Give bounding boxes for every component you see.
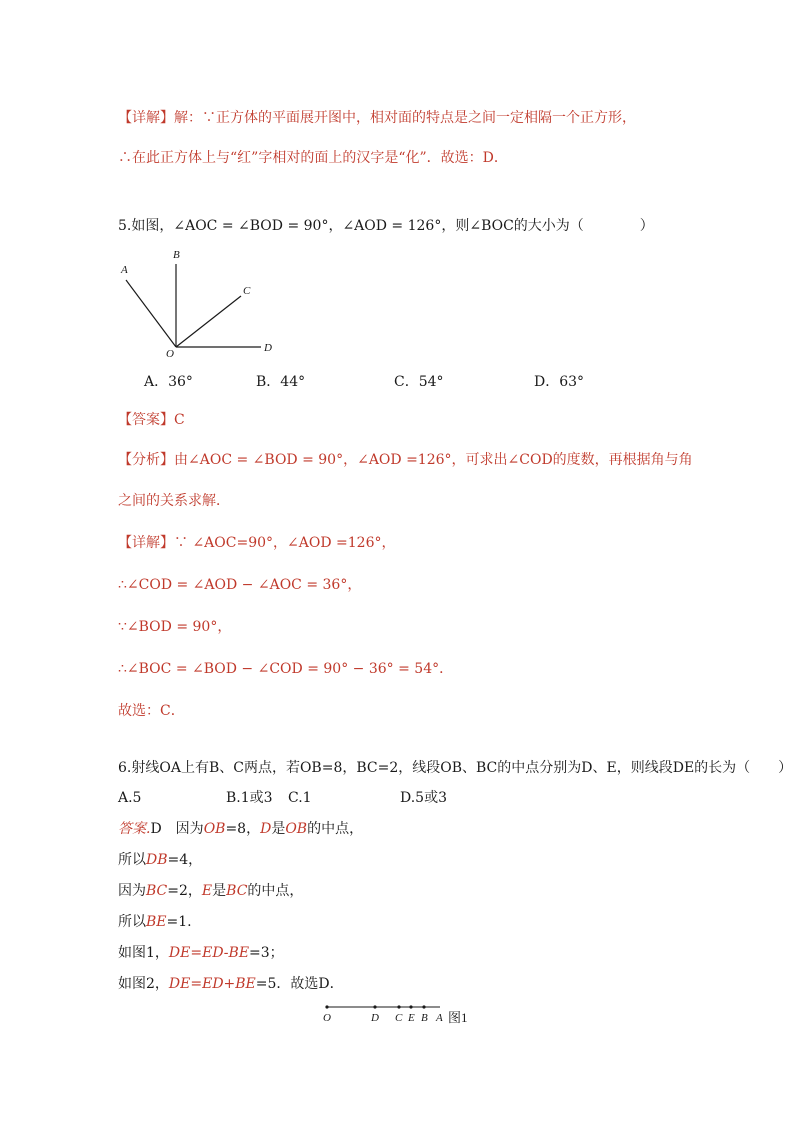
point-E	[409, 1005, 412, 1008]
var-E: E	[201, 883, 213, 899]
text: 是	[271, 821, 286, 837]
label-D: D	[371, 1012, 379, 1024]
detail-text-2: ∵ ∠AOC=90°，∠AOD =126°，	[174, 535, 396, 551]
label-O: O	[166, 348, 174, 360]
var-BE: BE	[146, 914, 167, 930]
text: 因为	[118, 883, 146, 899]
q6-options	[118, 788, 447, 808]
q6-answer-tag: 答案.	[118, 821, 151, 837]
text: 的中点，	[307, 821, 364, 837]
expr: DE=ED-BE	[168, 945, 250, 961]
text: 的中点，	[247, 883, 304, 899]
detail-line-1	[118, 108, 636, 128]
label-A: A	[121, 264, 128, 276]
q5-step-2: ∵∠BOD = 90°，	[118, 619, 232, 635]
q5-conclusion: 故选：C．	[118, 703, 185, 719]
answer-value: C	[174, 412, 185, 428]
point-D	[373, 1005, 376, 1008]
expr: DE=ED+BE	[168, 976, 256, 992]
detail-tag-2: 【详解】	[118, 535, 174, 551]
var-OB: OB	[203, 821, 226, 837]
q6-answer-line-4	[118, 912, 192, 932]
label-D: D	[264, 342, 272, 354]
text: =2，	[167, 883, 202, 899]
answer-tag: 【答案】	[118, 412, 174, 428]
q6-answer-line-3	[118, 881, 303, 901]
detail-tag: 【详解】	[118, 110, 174, 126]
q5-answer	[118, 410, 185, 430]
text: =8，	[225, 821, 261, 837]
label-C: C	[395, 1012, 403, 1024]
var-OB: OB	[285, 821, 308, 837]
q6-answer-line-2	[118, 850, 202, 870]
label-A: A	[436, 1012, 443, 1024]
point-B	[422, 1005, 425, 1008]
q6-option-b: B.1或3	[226, 790, 273, 806]
q5-option-d: D．63°	[534, 374, 585, 390]
text: =5．故选D．	[255, 976, 344, 992]
text: =1.	[166, 914, 192, 930]
q5-option-c: C．54°	[394, 374, 444, 390]
text: =4，	[167, 852, 203, 868]
q6-answer-line-1	[118, 819, 363, 839]
q6-answer-text: D 因为	[150, 821, 204, 837]
q5-option-b: B．44°	[256, 374, 306, 390]
q5-analysis-1	[118, 450, 693, 470]
q5-angle-figure	[118, 246, 288, 361]
ray-OC	[176, 296, 241, 347]
q6-answer-line-5	[118, 943, 284, 963]
text: 如图1，	[118, 945, 169, 961]
detail-text: 解：∵正方体的平面展开图中，相对面的特点是之间一定相隔一个正方形，	[174, 110, 636, 126]
text: 是	[212, 883, 227, 899]
q5-stem: 5.如图，∠AOC = ∠BOD = 90°，∠AOD = 126°，则∠BOC的大小为（ ）	[118, 218, 654, 234]
q6-option-c: C.1	[288, 790, 312, 806]
text: =3；	[249, 945, 284, 961]
q6-answer-line-6	[118, 974, 344, 994]
label-E: E	[408, 1012, 415, 1024]
label-B: B	[421, 1012, 428, 1024]
var-D: D	[260, 821, 272, 837]
ray-OA	[126, 280, 176, 347]
q5-step-3: ∴∠BOC = ∠BOD − ∠COD = 90° − 36° = 54°．	[118, 661, 454, 677]
q5-detail	[118, 533, 395, 553]
q5-option-a: A．36°	[144, 374, 193, 390]
q5-step-1: ∴∠COD = ∠AOD − ∠AOC = 36°，	[118, 577, 362, 593]
point-O	[325, 1005, 328, 1008]
var-BC: BC	[146, 883, 168, 899]
text: 所以	[118, 852, 146, 868]
label-O: O	[323, 1012, 331, 1024]
q6-option-a: A.5	[118, 790, 142, 806]
q5-options	[144, 372, 584, 392]
point-C	[397, 1005, 400, 1008]
figure-1-label: 图1	[448, 1010, 468, 1025]
q6-stem: 6.射线OA上有B、C两点，若OB=8，BC=2，线段OB、BC的中点分别为D、E，则线段DE的长为（ ）	[118, 760, 793, 776]
detail-line-2: ∴在此正方体上与“红”字相对的面上的汉字是“化”．故选：D．	[118, 150, 508, 166]
var-DB: DB	[146, 852, 168, 868]
analysis-tag: 【分析】	[118, 452, 174, 468]
var-BC: BC	[226, 883, 248, 899]
analysis-text-1: 由∠AOC = ∠BOD = 90°，∠AOD =126°，可求出∠COD的度数，再根据角与角	[174, 452, 693, 468]
label-C: C	[243, 285, 251, 297]
label-B: B	[173, 249, 180, 261]
q6-figure-1	[318, 998, 478, 1026]
q5-analysis-2: 之间的关系求解．	[118, 493, 230, 509]
text: 所以	[118, 914, 146, 930]
q6-option-d: D.5或3	[400, 790, 447, 806]
text: 如图2，	[118, 976, 169, 992]
